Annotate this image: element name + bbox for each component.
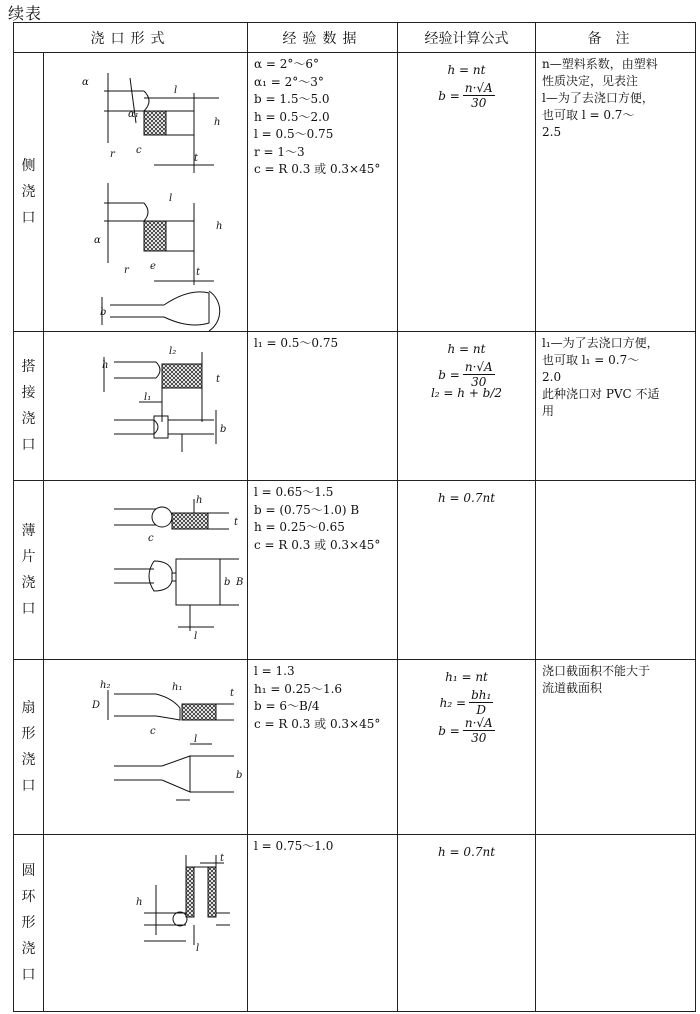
- fig-label: h: [216, 221, 223, 232]
- data-line: h = 0.5～2.0: [254, 109, 330, 124]
- fig-label: b: [100, 307, 107, 318]
- fig-label: t: [194, 153, 199, 164]
- formula-line: h = nt: [447, 63, 486, 77]
- data-cell: [248, 660, 398, 835]
- fig-label: l₂: [169, 346, 177, 357]
- kind-char: 口: [21, 601, 36, 617]
- data-line: l = 0.75～1.0: [254, 839, 334, 853]
- data-line: c = R 0.3 或 0.3×45°: [254, 537, 381, 552]
- kind-char: 片: [21, 549, 36, 565]
- kind-char: 接: [21, 385, 36, 401]
- fig-label: b: [224, 577, 231, 588]
- note-cell: [536, 835, 696, 1012]
- kind-char: 浇: [21, 411, 36, 427]
- kind-char: 形: [21, 915, 36, 931]
- fig-label: c: [150, 726, 156, 737]
- data-cell: [248, 332, 398, 481]
- formula-denominator: D: [476, 703, 487, 717]
- fig-label: e: [150, 261, 156, 272]
- note-cell: [536, 660, 696, 835]
- data-line: c = R 0.3 或 0.3×45°: [254, 716, 381, 731]
- row-fan-gate: [14, 660, 696, 835]
- formula-line: l₂ = h + b/2: [430, 386, 503, 400]
- kind-cell: [14, 53, 44, 332]
- note-line: 性质决定，见表注: [542, 74, 639, 88]
- fig-label: r: [110, 149, 115, 160]
- kind-cell: [14, 332, 44, 481]
- row-lap-gate: [14, 332, 696, 481]
- note-line: 用: [542, 404, 555, 418]
- kind-char: 浇: [21, 752, 36, 768]
- kind-char: 浇: [21, 184, 36, 200]
- note-line: 也可取 l = 0.7～: [542, 108, 635, 122]
- kind-char: 形: [21, 726, 36, 742]
- fig-label: l: [174, 85, 178, 96]
- fig-label: l₁: [144, 392, 152, 403]
- header-note: 备注: [536, 23, 696, 53]
- gate-table: [13, 22, 696, 1012]
- data-line: l = 1.3: [254, 664, 295, 678]
- fan-gate-diagram: [44, 660, 248, 834]
- formula-denominator: 30: [471, 731, 487, 745]
- figure-fan-gate: [44, 660, 248, 835]
- formula-numerator: n·√A: [464, 81, 493, 95]
- fig-label: t: [234, 517, 239, 528]
- kind-char: 口: [21, 967, 36, 983]
- note-line: 浇口截面积不能大于: [542, 664, 651, 678]
- data-line: α₁ = 2°～3°: [254, 74, 324, 89]
- formula-line: h₁ = nt: [445, 670, 488, 684]
- kind-char: 薄: [21, 523, 36, 539]
- figure-lap-gate: [44, 332, 248, 481]
- header-data: 经验数据: [248, 23, 398, 53]
- formula-cell: [398, 835, 536, 1012]
- note-cell: [536, 332, 696, 481]
- note-line: n—塑料系数，由塑料: [542, 57, 658, 71]
- formula-lhs: h₂ =: [439, 695, 467, 710]
- data-line: l₁ = 0.5～0.75: [254, 336, 339, 350]
- note-cell: [536, 53, 696, 332]
- fig-label: l: [196, 943, 200, 954]
- fig-label: h: [214, 117, 221, 128]
- row-film-gate: [14, 481, 696, 660]
- figure-film-gate: [44, 481, 248, 660]
- data-line: c = R 0.3 或 0.3×45°: [254, 162, 381, 176]
- kind-cell: [14, 481, 44, 660]
- note-line: 2.5: [542, 125, 562, 139]
- data-line: l = 0.65～1.5: [254, 485, 334, 499]
- kind-char: 口: [21, 778, 36, 794]
- fig-label: D: [92, 700, 101, 711]
- formula-numerator: bh₁: [471, 688, 492, 702]
- note-line: 也可取 l₁ = 0.7～: [542, 353, 640, 367]
- data-line: r = 1～3: [254, 144, 305, 159]
- kind-char: 口: [21, 437, 36, 453]
- formula-numerator: n·√A: [464, 716, 493, 730]
- data-line: α = 2°～6°: [254, 57, 320, 71]
- kind-char: 圆: [21, 863, 36, 879]
- formula-cell: [398, 481, 536, 660]
- formula-denominator: 30: [471, 375, 487, 389]
- note-line: 流道截面积: [542, 681, 603, 695]
- fig-label: h₁: [172, 682, 183, 693]
- row-side-gate: [14, 53, 696, 332]
- data-line: b = 1.5～5.0: [254, 92, 330, 106]
- data-line: b = 6～B/4: [254, 699, 320, 713]
- fig-label: h: [102, 360, 109, 371]
- fig-label: l: [194, 734, 198, 745]
- data-cell: [248, 835, 398, 1012]
- data-cell: [248, 53, 398, 332]
- kind-char: 侧: [21, 158, 36, 174]
- kind-cell: [14, 660, 44, 835]
- fig-label: h: [136, 897, 143, 908]
- formula-line: h = 0.7nt: [437, 845, 496, 859]
- data-line: h₁ = 0.25～1.6: [254, 681, 343, 696]
- fig-label: c: [148, 533, 154, 544]
- formula-numerator: n·√A: [464, 360, 493, 374]
- note-line: 2.0: [542, 370, 562, 384]
- data-cell: [248, 481, 398, 660]
- kind-char: 扇: [21, 700, 36, 716]
- kind-char: 口: [21, 210, 36, 226]
- fig-label: b: [220, 424, 227, 435]
- fig-label: α: [82, 77, 89, 88]
- formula-cell: [398, 332, 536, 481]
- fig-label: t: [230, 688, 235, 699]
- formula-cell: [398, 53, 536, 332]
- kind-char: 环: [21, 889, 36, 905]
- figure-ring-gate: [44, 835, 248, 1012]
- fig-label: h₂: [100, 680, 111, 691]
- kind-char: 搭: [21, 359, 36, 375]
- kind-char: 浇: [21, 575, 36, 591]
- lap-gate-diagram: [44, 332, 248, 480]
- note-line: 此种浇口对 PVC 不适: [542, 387, 660, 401]
- side-gate-diagram: [44, 53, 248, 331]
- figure-side-gate: [44, 53, 248, 332]
- row-ring-gate: [14, 835, 696, 1012]
- formula-denominator: 30: [471, 96, 487, 110]
- formula-line: h = 0.7nt: [437, 491, 496, 505]
- data-line: b = (0.75～1.0) B: [254, 502, 360, 517]
- kind-char: 浇: [21, 941, 36, 957]
- table-caption: 续表: [8, 4, 43, 23]
- fig-label: h: [196, 495, 203, 506]
- fig-label: t: [196, 267, 201, 278]
- formula-line: h = nt: [447, 342, 486, 356]
- kind-cell: [14, 835, 44, 1012]
- note-line: l—为了去浇口方便，: [542, 91, 654, 105]
- fig-label: B: [236, 577, 244, 588]
- data-line: h = 0.25～0.65: [254, 520, 345, 534]
- formula-lhs: b =: [438, 723, 460, 738]
- formula-lhs: b =: [438, 88, 460, 103]
- header-form: 浇口形式: [14, 23, 248, 53]
- formula-cell: [398, 660, 536, 835]
- fig-label: t: [220, 853, 225, 864]
- fig-label: r: [124, 265, 129, 276]
- fig-label: l: [169, 193, 173, 204]
- fig-label: t: [216, 374, 221, 385]
- note-line: l₁—为了去浇口方便，: [542, 336, 659, 350]
- data-line: l = 0.5～0.75: [254, 127, 334, 141]
- header-formula: 经验计算公式: [398, 23, 536, 53]
- fig-label: α₁: [128, 109, 139, 120]
- ring-gate-diagram: [44, 835, 248, 1011]
- fig-label: c: [136, 145, 142, 156]
- note-cell: [536, 481, 696, 660]
- fig-label: b: [236, 770, 243, 781]
- film-gate-diagram: [44, 481, 248, 659]
- formula-lhs: b =: [438, 367, 460, 382]
- fig-label: α: [94, 235, 101, 246]
- fig-label: l: [194, 631, 198, 642]
- header-row: [14, 23, 696, 53]
